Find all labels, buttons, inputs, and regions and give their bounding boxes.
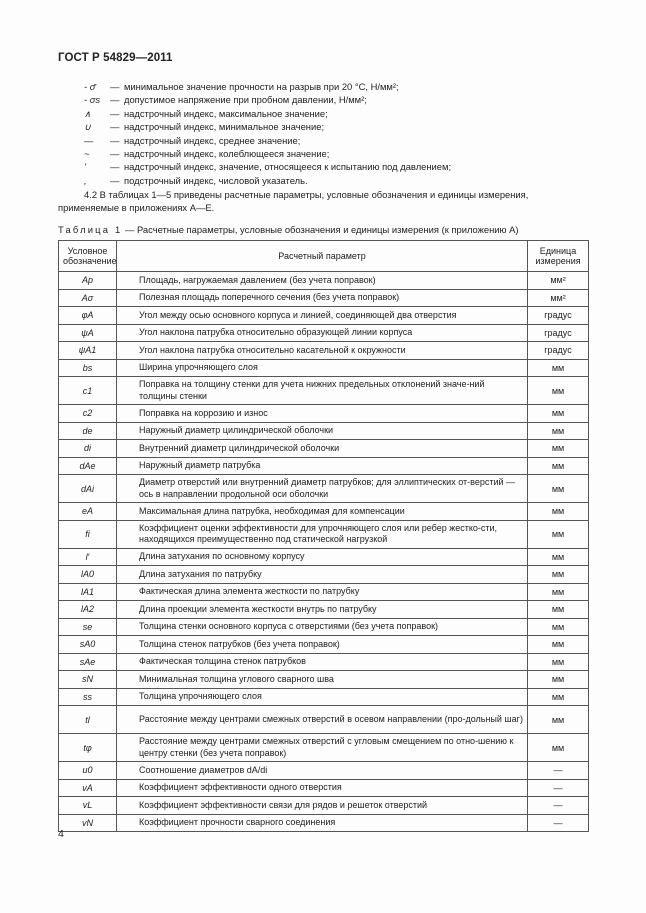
table-row	[59, 405, 589, 423]
row-unit: мм	[528, 520, 589, 548]
row-parameter: Полезная площадь поперечного сечения (без учета поправок)	[117, 289, 528, 307]
row-unit: мм²	[528, 289, 589, 307]
row-parameter: Соотношение диаметров dA/di	[117, 762, 528, 780]
row-parameter: Фактическая толщина стенок патрубков	[117, 653, 528, 671]
row-parameter: Площадь, нагружаемая давлением (без учета поправок)	[117, 272, 528, 290]
row-unit: мм	[528, 653, 589, 671]
definition-symbol: ~	[84, 147, 90, 159]
header-param: Расчетный параметр	[117, 241, 528, 272]
intro-line-1: 4.2 В таблицах 1—5 приведены расчетные параметры, условные обозначения и единицы измерения,	[84, 189, 529, 200]
definition-item	[84, 80, 604, 93]
row-symbol: c1	[59, 377, 117, 405]
row-symbol: sA0	[59, 636, 117, 654]
row-unit: мм	[528, 405, 589, 423]
row-parameter: Минимальная толщина углового сварного шва	[117, 671, 528, 689]
table-row	[59, 636, 589, 654]
row-parameter: Длина проекции элемента жесткости внутрь по патрубку	[117, 601, 528, 619]
row-symbol: sAe	[59, 653, 117, 671]
definition-symbol: ’	[84, 161, 87, 173]
row-parameter: Коэффициент эффективности связи для рядов и решеток отверстий	[117, 797, 528, 815]
row-unit: мм	[528, 503, 589, 521]
table-row	[59, 324, 589, 342]
table-caption-text: — Расчетные параметры, условные обозначения и единицы измерения (к приложению А)	[125, 224, 519, 235]
row-parameter: Угол между осью основного корпуса и линией, соединяющей два отверстия	[117, 307, 528, 325]
row-symbol: dAi	[59, 475, 117, 503]
row-symbol: se	[59, 618, 117, 636]
definition-item	[84, 120, 604, 133]
table-row	[59, 671, 589, 689]
row-unit: мм	[528, 706, 589, 734]
definition-dash: —	[110, 161, 120, 173]
row-symbol: bs	[59, 359, 117, 377]
row-unit: —	[528, 779, 589, 797]
table-caption-prefix: Таблица 1	[58, 224, 123, 235]
row-parameter: Фактическая длина элемента жесткости по патрубку	[117, 583, 528, 601]
table-row	[59, 566, 589, 584]
definition-text: допустимое напряжение при пробном давлении, Н/мм²;	[124, 94, 367, 106]
row-symbol: u0	[59, 762, 117, 780]
row-symbol: lA1	[59, 583, 117, 601]
row-symbol: de	[59, 422, 117, 440]
row-parameter: Длина затухания по основному корпусу	[117, 548, 528, 566]
row-symbol: Aσ	[59, 289, 117, 307]
definitions-list	[84, 80, 604, 187]
row-parameter: Толщина стенок патрубков (без учета поправок)	[117, 636, 528, 654]
row-unit: мм	[528, 457, 589, 475]
row-unit: мм	[528, 671, 589, 689]
page-number: 4	[58, 828, 64, 840]
parameters-table	[58, 240, 589, 832]
row-unit: мм	[528, 636, 589, 654]
row-parameter: Диаметр отверстий или внутренний диаметр патрубков; для эллиптических от-верстий — ось в направлении продольной оси оболочки	[117, 475, 528, 503]
header-symbol-line1: Условное	[67, 245, 108, 256]
row-unit: мм	[528, 422, 589, 440]
header-unit-line1: Единица	[539, 245, 577, 256]
row-unit: —	[528, 762, 589, 780]
definition-symbol: ∧	[84, 107, 91, 119]
row-parameter: Внутренний диаметр цилиндрической оболочки	[117, 440, 528, 458]
table-row	[59, 548, 589, 566]
header-symbol	[59, 241, 117, 272]
row-symbol: lA0	[59, 566, 117, 584]
header-symbol-line2: обозначение	[63, 256, 117, 266]
row-parameter: Длина затухания по патрубку	[117, 566, 528, 584]
row-parameter: Расстояние между центрами смежных отверстий в осевом направлении (про-дольный шаг)	[117, 706, 528, 734]
row-unit: мм	[528, 475, 589, 503]
row-parameter: Коэффициент эффективности одного отверстия	[117, 779, 528, 797]
definition-text: надстрочный индекс, среднее значение;	[124, 134, 301, 146]
table-row	[59, 503, 589, 521]
row-symbol: dAe	[59, 457, 117, 475]
row-parameter: Поправка на толщину стенки для учета нижних предельных отклонений значе-ний толщины стенки	[117, 377, 528, 405]
row-symbol: vL	[59, 797, 117, 815]
row-parameter: Ширина упрочняющего слоя	[117, 359, 528, 377]
row-unit: градус	[528, 342, 589, 360]
row-parameter: Наружный диаметр цилиндрической оболочки	[117, 422, 528, 440]
definition-text: надстрочный индекс, колеблющееся значение;	[124, 147, 330, 159]
definition-item	[84, 147, 604, 160]
definition-text: надстрочный индекс, значение, относящееся к испытанию под давлением;	[124, 161, 452, 173]
row-symbol: φA	[59, 307, 117, 325]
row-symbol: ss	[59, 688, 117, 706]
row-unit: мм	[528, 734, 589, 762]
row-parameter: Коэффициент прочности сварного соединения	[117, 814, 528, 832]
table-row	[59, 475, 589, 503]
row-unit: мм	[528, 548, 589, 566]
table-row	[59, 520, 589, 548]
definition-dash: —	[110, 147, 120, 159]
row-unit: градус	[528, 324, 589, 342]
table-row	[59, 706, 589, 734]
definition-dash: —	[110, 107, 120, 119]
row-symbol: tl	[59, 706, 117, 734]
row-unit: мм	[528, 440, 589, 458]
row-unit: мм	[528, 566, 589, 584]
header-unit	[528, 241, 589, 272]
row-symbol: ψA1	[59, 342, 117, 360]
table-row	[59, 618, 589, 636]
row-unit: градус	[528, 307, 589, 325]
table-row	[59, 440, 589, 458]
definition-symbol: - σ̄	[84, 81, 96, 92]
row-unit: мм²	[528, 272, 589, 290]
table-caption	[58, 224, 519, 235]
definition-text: минимальное значение прочности на разрыв при 20 °С, Н/мм²;	[124, 81, 399, 92]
definition-item	[84, 93, 604, 106]
header-unit-line2: измерения	[535, 256, 581, 266]
definition-dash: —	[110, 81, 120, 92]
row-symbol: vN	[59, 814, 117, 832]
definition-dash: —	[110, 174, 120, 186]
table-row	[59, 457, 589, 475]
row-symbol: lA2	[59, 601, 117, 619]
definition-dash: —	[110, 94, 120, 106]
row-symbol: c2	[59, 405, 117, 423]
table-row	[59, 422, 589, 440]
definition-dash: —	[110, 121, 120, 133]
definition-symbol: ,	[84, 174, 87, 186]
row-parameter: Угол наклона патрубка относительно образующей линии корпуса	[117, 324, 528, 342]
definition-text: надстрочный индекс, минимальное значение;	[124, 121, 325, 133]
table-row	[59, 289, 589, 307]
definition-item	[84, 160, 604, 173]
row-unit: —	[528, 814, 589, 832]
row-unit: мм	[528, 583, 589, 601]
table-row	[59, 359, 589, 377]
table-row	[59, 797, 589, 815]
table-row	[59, 601, 589, 619]
table-row	[59, 734, 589, 762]
table-row	[59, 653, 589, 671]
row-parameter: Угол наклона патрубка относительно касательной к окружности	[117, 342, 528, 360]
standard-header: ГОСТ Р 54829—2011	[58, 52, 173, 64]
row-unit: мм	[528, 601, 589, 619]
table-row	[59, 814, 589, 832]
row-symbol: l′	[59, 548, 117, 566]
row-unit: мм	[528, 688, 589, 706]
row-parameter: Максимальная длина патрубка, необходимая для компенсации	[117, 503, 528, 521]
row-unit: —	[528, 797, 589, 815]
definition-symbol: ∪	[84, 121, 91, 133]
table-row	[59, 779, 589, 797]
row-parameter: Расстояние между центрами смежных отверстий с угловым смещением по отно-шению к центру стенки (без учета поправок)	[117, 734, 528, 762]
row-symbol: fi	[59, 520, 117, 548]
table-row	[59, 762, 589, 780]
definition-item	[84, 134, 604, 147]
row-parameter: Толщина стенки основного корпуса с отверстиями (без учета поправок)	[117, 618, 528, 636]
table-row	[59, 583, 589, 601]
row-symbol: tφ	[59, 734, 117, 762]
row-symbol: Ap	[59, 272, 117, 290]
row-parameter: Толщина упрочняющего слоя	[117, 688, 528, 706]
table-row	[59, 342, 589, 360]
row-symbol: di	[59, 440, 117, 458]
row-symbol: ψA	[59, 324, 117, 342]
definition-symbol: —	[84, 134, 94, 146]
table-row	[59, 377, 589, 405]
row-unit: мм	[528, 359, 589, 377]
definition-text: надстрочный индекс, максимальное значение;	[124, 107, 328, 119]
definition-item	[84, 107, 604, 120]
row-symbol: vA	[59, 779, 117, 797]
definition-item	[84, 174, 604, 187]
definition-dash: —	[110, 134, 120, 146]
intro-paragraph	[58, 188, 618, 215]
row-unit: мм	[528, 377, 589, 405]
row-parameter: Поправка на коррозию и износ	[117, 405, 528, 423]
intro-line-2: применяемые в приложениях А—Е.	[58, 202, 215, 214]
row-parameter: Наружный диаметр патрубка	[117, 457, 528, 475]
row-parameter: Коэффициент оценки эффективности для упрочняющего слоя или ребер жестко-сти, находящихся преимущественно под статической нагрузкой	[117, 520, 528, 548]
row-symbol: sN	[59, 671, 117, 689]
row-symbol: eA	[59, 503, 117, 521]
definition-text: подстрочный индекс, числовой указатель.	[124, 174, 308, 186]
table-header-row	[59, 241, 589, 272]
table-row	[59, 688, 589, 706]
row-unit: мм	[528, 618, 589, 636]
table-row	[59, 272, 589, 290]
table-row	[59, 307, 589, 325]
definition-symbol: - σs	[84, 94, 101, 106]
